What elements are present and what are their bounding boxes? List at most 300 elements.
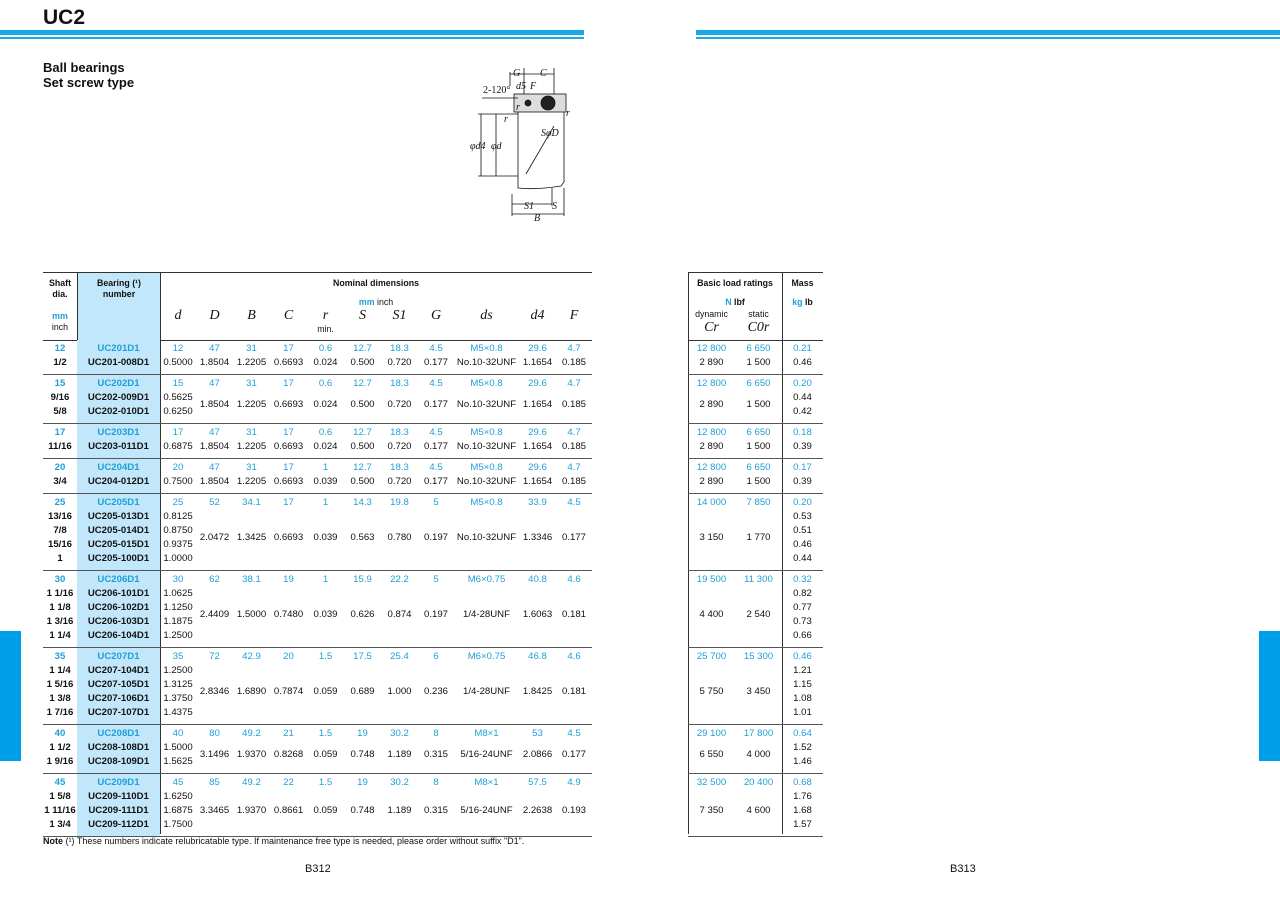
metric-dim-cell: 30.2 [390,728,409,739]
metric-dim-cell: 17 [283,343,294,354]
metric-dim-cell: 47 [209,343,220,354]
mass-lb-cell: 1.15 [793,679,812,690]
metric-dim-cell: 4.5 [429,462,443,473]
inch-dim-cell: 0.8268 [273,749,304,760]
inch-dim-cell: 0.059 [313,749,338,760]
shaft-mm-cell: 45 [54,777,66,788]
inch-dim-cell: 1.9370 [236,805,267,816]
load-metric-cell: 17 800 [743,728,774,739]
mass-lb-cell: 0.39 [793,476,812,487]
load-metric-cell: 6 650 [746,343,771,354]
metric-dim-cell: 1 [322,497,329,508]
shaft-mm-cell: 35 [54,651,66,662]
mass-lb-cell: 1.46 [793,756,812,767]
mass-lb-cell: 0.66 [793,630,812,641]
metric-dim-cell: 29.6 [528,343,547,354]
bore-inch-cell: 0.8750 [163,525,193,536]
inch-dim-cell: 1.000 [387,686,412,697]
metric-dim-cell: 19 [357,777,368,788]
col-sym-Cr: Cr [704,320,719,335]
mass-lb-cell: 0.42 [793,406,812,417]
bearing-number-inch: UC201-008D1 [87,357,150,368]
bore-inch-cell: 0.9375 [163,539,193,550]
bore-inch-cell: 0.6250 [163,406,193,417]
col-sym-d4: d4 [530,308,545,323]
mass-kg-cell: 0.46 [793,651,812,662]
metric-dim-cell: 29.6 [528,427,547,438]
metric-dim-cell: 19.8 [390,497,409,508]
shaft-mm-cell: 25 [54,497,66,508]
metric-dim-cell: 42.9 [242,651,261,662]
metric-dim-cell: 72 [209,651,220,662]
group-separator [688,570,823,571]
metric-dim-cell: M5×0.8 [470,427,503,438]
drawing-label-d5: d5 [516,81,526,92]
bearing-number-inch: UC202-010D1 [87,406,150,417]
inch-dim-cell: 1.6890 [236,686,267,697]
metric-dim-cell: 29.6 [528,462,547,473]
metric-dim-cell: 18.3 [390,427,409,438]
shaft-mm-cell: 12 [54,343,66,354]
inch-dim-cell: 0.780 [387,532,412,543]
inch-dim-cell: 0.039 [313,609,338,620]
inch-dim-cell: 0.185 [561,476,586,487]
note-ref: (¹) [65,836,75,846]
col-sym-B: B [247,308,256,323]
nominal-dimensions-header: Nominal dimensions [332,278,420,288]
inch-dim-cell: 0.626 [350,609,375,620]
inch-dim-cell: 0.177 [561,749,586,760]
group-separator [688,836,823,837]
r-min-label: min. [317,324,334,334]
bore-inch-cell: 1.7500 [163,819,193,830]
bearing-number-metric: UC202D1 [97,378,140,389]
metric-dim-cell: 22 [283,777,294,788]
mass-header: Mass [791,278,814,288]
inch-dim-cell: 1.2205 [236,476,267,487]
inch-dim-cell: 0.7874 [273,686,304,697]
shaft-mm-cell: 17 [54,427,66,438]
load-inch-cell: 1 500 [746,441,771,452]
mass-kg-cell: 0.20 [793,497,812,508]
metric-dim-cell: 46.8 [528,651,547,662]
bore-inch-cell: 1.2500 [163,630,193,641]
inch-dim-cell: No.10-32UNF [456,357,517,368]
inch-dim-cell: 0.7480 [273,609,304,620]
shaft-inch-cell: 1 1/16 [46,588,74,599]
series-title: UC2 [43,6,86,29]
metric-dim-cell: M6×0.75 [467,651,506,662]
inch-dim-cell: 0.720 [387,476,412,487]
inch-dim-cell: 0.181 [561,686,586,697]
bore-inch-cell: 1.3750 [163,693,193,704]
shaft-mm-label: mm [52,311,68,321]
load-inch-cell: 1 500 [746,476,771,487]
mass-lb-cell: 0.53 [793,511,812,522]
load-inch-cell: 4 000 [746,749,771,760]
bore-inch-cell: 1.6875 [163,805,193,816]
metric-dim-cell: 49.2 [242,728,261,739]
load-inch-cell: 2 890 [699,441,724,452]
metric-dim-cell: 4.6 [567,574,581,585]
load-inch-cell: 7 350 [699,805,724,816]
shaft-inch-cell: 9/16 [50,392,70,403]
metric-dim-cell: 30.2 [390,777,409,788]
load-units [688,297,782,308]
metric-dim-cell: 47 [209,378,220,389]
load-inch-cell: 1 500 [746,357,771,368]
inch-dim-cell: 0.059 [313,686,338,697]
inch-dim-cell: 0.024 [313,399,338,410]
bore-inch-cell: 1.0625 [163,588,193,599]
metric-dim-cell: 47 [209,462,220,473]
shaft-inch-cell: 7/8 [53,525,67,536]
metric-dim-cell: 4.5 [429,343,443,354]
inch-dim-cell: 0.185 [561,357,586,368]
metric-dim-cell: 1 [322,574,329,585]
group-separator [688,724,823,725]
bearing-drawing [466,64,586,224]
bore-inch-cell: 0.5625 [163,392,193,403]
inch-dim-cell: 2.0866 [522,749,553,760]
metric-dim-cell: M8×1 [474,777,499,788]
metric-dim-cell: 17 [283,427,294,438]
inch-dim-cell: 1.8504 [199,476,230,487]
metric-dim-cell: 4.5 [567,497,581,508]
mass-lb-cell: 0.51 [793,525,812,536]
bearing-number-inch: UC206-104D1 [87,630,150,641]
col-sym-C0r: C0r [747,320,770,335]
group-separator [688,458,823,459]
metric-dim-cell: 6 [433,651,439,662]
inch-dim-cell: No.10-32UNF [456,476,517,487]
inch-dim-cell: 2.0472 [199,532,230,543]
load-inch-cell: 6 550 [699,749,724,760]
inch-dim-cell: 2.8346 [199,686,230,697]
metric-dim-cell: 1.5 [318,728,333,739]
metric-dim-cell: 0.6 [318,378,333,389]
load-metric-cell: 19 500 [696,574,727,585]
mass-lb-cell: 0.44 [793,553,812,564]
inch-dim-cell: 0.563 [350,532,375,543]
bearing-number-inch: UC208-108D1 [87,742,150,753]
load-inch-cell: 4 400 [699,609,724,620]
metric-dim-cell: 4.5 [429,378,443,389]
metric-dim-cell: 30 [172,574,184,585]
mm-unit: mm [358,297,375,307]
inch-dim-cell: 1.1654 [522,476,553,487]
metric-dim-cell: 85 [209,777,220,788]
load-inch-cell: 5 750 [699,686,724,697]
bore-inch-cell: 0.8125 [163,511,193,522]
col-sym-G: G [430,308,442,323]
subtitle-line-1: Ball bearings [43,60,125,75]
drawing-label-angle: 2-120° [483,85,511,96]
metric-dim-cell: 17.5 [353,651,372,662]
col-sym-S1: S1 [392,308,407,323]
group-separator [688,773,823,774]
basic-load-ratings-header: Basic load ratings [697,278,773,288]
bearing-number-header: Bearing (¹) number [97,278,141,299]
inch-dim-cell: 0.181 [561,609,586,620]
metric-dim-cell: 17 [283,462,294,473]
table-top-right [688,272,823,273]
mass-lb-cell: 1.08 [793,693,812,704]
load-inch-cell: 3 450 [746,686,771,697]
metric-dim-cell: 12.7 [353,343,372,354]
bearing-number-inch: UC208-109D1 [87,756,150,767]
load-metric-cell: 12 800 [696,378,727,389]
mass-kg-cell: 0.17 [793,462,812,473]
drawing-label-S1: S1 [524,201,534,212]
mass-lb-cell: 0.46 [793,539,812,550]
inch-dim-cell: 0.315 [423,749,448,760]
col-sym-C: C [283,308,294,323]
inch-dim-cell: 0.720 [387,357,412,368]
inch-dim-cell: 0.197 [423,532,448,543]
drawing-label-r1: r [504,114,508,125]
shaft-inch-cell: 11/16 [48,441,72,452]
inch-dim-cell: 1.1654 [522,399,553,410]
inch-dim-cell: 1/4-28UNF [463,609,510,620]
metric-dim-cell: 4.5 [429,427,443,438]
inch-dim-cell: 1.8504 [199,357,230,368]
load-metric-cell: 12 800 [696,427,727,438]
mass-lb-cell: 0.73 [793,616,812,627]
metric-dim-cell: 8 [433,777,439,788]
inch-dim-cell: 0.500 [350,399,375,410]
metric-dim-cell: 49.2 [242,777,261,788]
mass-units [782,297,823,308]
metric-dim-cell: 22.2 [390,574,409,585]
inch-dim-cell: 0.315 [423,805,448,816]
shaft-inch-cell: 1 7/16 [46,707,74,718]
bore-inch-cell: 1.1875 [163,616,193,627]
metric-dim-cell: 19 [283,574,294,585]
header-bottom-right [688,340,823,341]
metric-dim-cell: 38.1 [242,574,261,585]
metric-dim-cell: 57.5 [528,777,547,788]
inch-dim-cell: 1.1654 [522,441,553,452]
metric-dim-cell: 31 [246,462,257,473]
shaft-inch-cell: 1 5/8 [49,791,71,802]
bearing-number-inch: UC205-100D1 [87,553,150,564]
metric-dim-cell: 12.7 [353,427,372,438]
load-metric-cell: 25 700 [696,651,727,662]
shaft-mm-cell: 40 [54,728,66,739]
bearing-number-inch: UC209-112D1 [88,819,149,830]
metric-dim-cell: 5 [433,497,439,508]
load-metric-cell: 7 850 [746,497,771,508]
inch-dim-cell: 1.5000 [236,609,267,620]
bearing-number-metric: UC205D1 [97,497,140,508]
lb-unit: lb [804,297,813,307]
side-tab-left [0,631,21,761]
drawing-label-SphiD: SφD [541,128,559,139]
inch-dim-cell: 0.6693 [273,532,304,543]
drawing-label-S: S [552,201,557,212]
group-separator [688,647,823,648]
metric-dim-cell: 8 [433,728,439,739]
mass-kg-cell: 0.68 [793,777,812,788]
inch-dim-cell: 3.1496 [199,749,230,760]
inch-dim-cell: 0.8661 [273,805,304,816]
bearing-number-inch: UC207-104D1 [87,665,150,676]
metric-dim-cell: 12 [172,343,184,354]
metric-dim-cell: 15 [172,378,184,389]
shaft-mm-cell: 30 [54,574,66,585]
bore-inch-cell: 1.4375 [163,707,193,718]
inch-dim-cell: 1.189 [387,749,412,760]
bore-inch-cell: 1.5625 [163,756,193,767]
inch-dim-cell: 2.2638 [522,805,553,816]
metric-dim-cell: 34.1 [242,497,261,508]
inch-dim-cell: 1.189 [387,805,412,816]
col-sym-ds: ds [480,308,493,323]
inch-dim-cell: 0.039 [313,532,338,543]
drawing-label-r3: r [566,108,570,119]
shaft-inch-cell: 3/4 [53,476,67,487]
bearing-number-inch: UC206-101D1 [87,588,150,599]
load-metric-cell: 20 400 [743,777,774,788]
mass-lb-cell: 1.01 [793,707,812,718]
load-inch-cell: 2 890 [699,476,724,487]
subtitle-line-2: Set screw type [43,75,135,90]
bearing-number-inch: UC202-009D1 [87,392,150,403]
drawing-label-phid4: φd4 [470,141,486,152]
bearing-number-metric: UC209D1 [97,777,140,788]
inch-dim-cell: 1.2205 [236,441,267,452]
metric-dim-cell: M5×0.8 [470,378,503,389]
bearing-number-inch: UC203-011D1 [88,441,149,452]
inch-dim-cell: 0.024 [313,357,338,368]
load-inch-cell: 3 150 [699,532,724,543]
mass-kg-cell: 0.20 [793,378,812,389]
inch-dim-cell: 0.6693 [273,357,304,368]
shaft-dia-header: Shaft dia. [49,278,71,299]
load-metric-cell: 12 800 [696,462,727,473]
mass-kg-cell: 0.32 [793,574,812,585]
bore-inch-cell: 1.3125 [163,679,193,690]
inch-dim-cell: 0.500 [350,357,375,368]
metric-dim-cell: 35 [172,651,184,662]
shaft-inch-cell: 1 9/16 [46,756,74,767]
bearing-number-inch: UC204-012D1 [87,476,150,487]
drawing-label-B: B [534,213,541,224]
metric-dim-cell: M8×1 [474,728,499,739]
inch-unit: inch [376,297,394,307]
load-inch-cell: 1 770 [746,532,771,543]
page-number-left: B312 [305,863,331,875]
bore-inch-cell: 0.6875 [163,441,193,452]
metric-dim-cell: M5×0.8 [470,462,503,473]
inch-dim-cell: 0.177 [423,441,448,452]
inch-dim-cell: 0.720 [387,399,412,410]
shaft-inch-cell: 1 11/16 [44,805,76,816]
metric-dim-cell: 18.3 [390,343,409,354]
shaft-inch-cell: 1 [57,553,63,564]
metric-dim-cell: 21 [283,728,294,739]
inch-dim-cell: 0.6693 [273,441,304,452]
metric-dim-cell: 17 [172,427,184,438]
bearing-number-inch: UC207-107D1 [87,707,150,718]
metric-dim-cell: 31 [246,343,257,354]
inch-dim-cell: 1/4-28UNF [463,686,510,697]
metric-dim-cell: 4.7 [567,427,581,438]
load-metric-cell: 29 100 [696,728,727,739]
bearing-number-metric: UC201D1 [97,343,140,354]
metric-dim-cell: 52 [209,497,220,508]
metric-dim-cell: 29.6 [528,378,547,389]
footnote [43,836,524,846]
inch-dim-cell: 1.8504 [199,399,230,410]
shaft-inch-cell: 1 1/4 [49,630,71,641]
metric-dim-cell: 33.9 [528,497,547,508]
bearing-number-inch: UC205-015D1 [87,539,150,550]
metric-dim-cell: 20 [172,462,184,473]
mass-lb-cell: 1.76 [793,791,812,802]
metric-dim-cell: 15.9 [353,574,372,585]
bearing-number-inch: UC207-106D1 [87,693,150,704]
table-top-left [43,272,592,273]
bearing-number-metric: UC203D1 [97,427,140,438]
mass-lb-cell: 0.77 [793,602,812,613]
inch-dim-cell: No.10-32UNF [456,441,517,452]
mass-lb-cell: 1.52 [793,742,812,753]
shaft-inch-cell: 1 1/4 [49,665,71,676]
load-metric-cell: 11 300 [744,574,773,585]
load-metric-cell: 12 800 [696,343,727,354]
load-metric-cell: 15 300 [743,651,774,662]
metric-dim-cell: 80 [209,728,220,739]
note-text: These numbers indicate relubricatable type. If maintenance free type is needed, please order without suffix "D1". [76,836,525,846]
col-sym-S: S [359,308,366,323]
header-rule-left [0,30,584,37]
bearing-number-metric: UC204D1 [97,462,140,473]
shaft-inch-cell: 1/2 [53,357,67,368]
load-metric-cell: 14 000 [696,497,727,508]
mass-lb-cell: 1.68 [793,805,812,816]
load-metric-cell: 6 650 [746,462,771,473]
bore-inch-cell: 0.5000 [163,357,193,368]
metric-dim-cell: 4.7 [567,462,581,473]
col-sym-F: F [569,308,579,323]
load-metric-cell: 6 650 [746,378,771,389]
N-unit: N [725,297,732,307]
metric-dim-cell: 12.7 [353,378,372,389]
inch-dim-cell: 0.177 [561,532,586,543]
metric-dim-cell: M5×0.8 [470,497,503,508]
metric-dim-cell: 25.4 [390,651,409,662]
bearing-number-inch: UC209-111D1 [88,805,149,816]
shaft-mm-cell: 20 [54,462,66,473]
mass-kg-cell: 0.18 [793,427,812,438]
load-inch-cell: 1 500 [746,399,771,410]
metric-dim-cell: 18.3 [390,462,409,473]
shaft-inch-cell: 1 1/8 [49,602,71,613]
metric-dim-cell: 17 [283,378,294,389]
drawing-label-F: F [530,81,537,92]
shaft-inch-cell: 1 3/4 [49,819,71,830]
inch-dim-cell: 1.2205 [236,357,267,368]
metric-dim-cell: 19 [357,728,368,739]
inch-dim-cell: 1.8425 [522,686,553,697]
bearing-number-inch: UC205-014D1 [87,525,150,536]
inch-dim-cell: 5/16-24UNF [460,749,513,760]
shaft-inch-cell: 1 5/16 [46,679,74,690]
bore-inch-cell: 1.5000 [163,742,193,753]
bearing-number-inch: UC209-110D1 [88,791,149,802]
